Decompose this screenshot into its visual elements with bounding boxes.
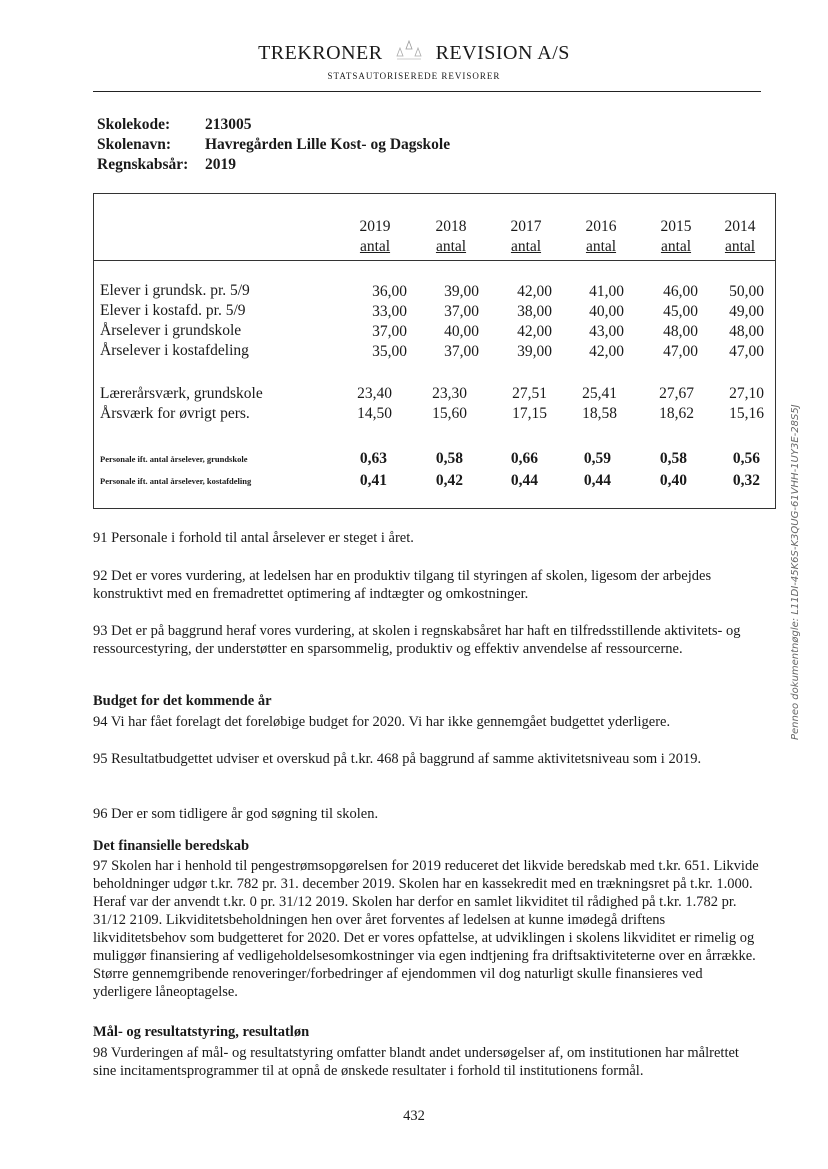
paragraph-91: 91 Personale i forhold til antal årselever er steget i året. (93, 530, 414, 546)
table-cell: 38,00 (517, 303, 552, 320)
table-cell: 0,42 (435, 472, 463, 489)
table-cell: 0,58 (659, 450, 687, 467)
table-cell: 35,00 (372, 343, 407, 360)
table-cell: 49,00 (729, 303, 764, 320)
table-cell: 40,00 (444, 323, 479, 340)
paragraph-92: 92 Det er vores vurdering, at ledelsen har en produktiv tilgang til styringen af skolen, ligesom der arbejdes konstruktivt med en fremadrettet optimering af indtægter og omkostninger. (93, 568, 712, 602)
row-label: Årselever i kostafdeling (100, 342, 249, 359)
year-header: 2019 antal (359, 218, 391, 255)
year-header: 2016 antal (585, 218, 617, 255)
table-cell: 37,00 (372, 323, 407, 340)
table-cell: 27,51 (512, 385, 547, 402)
year-header: 2015 antal (660, 218, 692, 255)
school-code-label: Skolekode: (97, 116, 171, 133)
table-cell: 0,44 (583, 472, 611, 489)
table-cell: 0,59 (583, 450, 611, 467)
table-cell: 50,00 (729, 283, 764, 300)
table-cell: 0,41 (359, 472, 387, 489)
letterhead-title (0, 40, 828, 65)
table-cell: 40,00 (589, 303, 624, 320)
table-header-divider (93, 260, 776, 261)
table-cell: 46,00 (663, 283, 698, 300)
table-cell: 0,40 (659, 472, 687, 489)
table-cell: 45,00 (663, 303, 698, 320)
table-cell: 27,10 (729, 385, 764, 402)
paragraph-98: 98 Vurderingen af mål- og resultatstyring omfatter blandt andet undersøgelser af, om institutionen har målrettet sine incitamentsprogrammer til at opnå de ønskede resultater i forhold til institutionens formål. (93, 1045, 739, 1079)
page-number: 432 (403, 1108, 425, 1124)
letterhead-subtitle: STATSAUTORISEREDE REVISORER (327, 71, 501, 81)
table-cell: 0,63 (359, 450, 387, 467)
table-cell: 0,66 (510, 450, 538, 467)
table-cell: 42,00 (517, 283, 552, 300)
school-code-value: 213005 (205, 116, 252, 133)
paragraph-93: 93 Det er på baggrund heraf vores vurdering, at skolen i regnskabsåret har haft en tilfredsstillende aktivitets- og ressourcestyring, der understøtter en sparsommelig, produktiv og effektiv anvendelse af ressourcerne. (93, 623, 741, 657)
row-label: Årsværk for øvrigt pers. (100, 405, 250, 422)
table-cell: 41,00 (589, 283, 624, 300)
table-cell: 36,00 (372, 283, 407, 300)
firm-name-left: TREKRONER (258, 42, 383, 64)
row-label: Personale ift. antal årselever, grundskole (100, 454, 248, 464)
firm-name-right: REVISION A/S (435, 42, 570, 64)
table-cell: 15,16 (729, 405, 764, 422)
table-cell: 48,00 (663, 323, 698, 340)
table-cell: 25,41 (582, 385, 617, 402)
table-cell: 37,00 (444, 343, 479, 360)
table-cell: 47,00 (663, 343, 698, 360)
row-label: Elever i kostafd. pr. 5/9 (100, 302, 246, 319)
paragraph-97: 97 Skolen har i henhold til pengestrømsopgørelsen for 2019 reduceret det likvide beredskab med t.kr. 651. Likvide beholdninger udgør t.kr. 782 pr. 31. december 2019. Skolen har en kassekredit med en trækningsret på t.kr. 1.000. Heraf var der anvendt t.kr. 0 pr. 31/12 2019. Skolen har derfor en samlet likviditet til rådighed på t.kr. 1.782 pr. 31/12 2109. Likviditetsbeholdningen hen over året forventes af ledelsen at kunne imødegå driftens likviditetsbehov som budgetteret for 2020. Det er vores opfattelse, at udviklingen i skolens likviditet er rimelig og muliggør finansiering af vedligeholdelsesomkostninger via egen indtjening fra driftsaktiviteterne over en årrække. Større gennemgribende renoveringer/forbedringer af ejendommen vil dog naturligt skulle finansieres ved yderligere låneoptagelse. (93, 858, 759, 1000)
year-header: 2018 antal (435, 218, 467, 255)
table-cell: 42,00 (517, 323, 552, 340)
table-cell: 18,58 (582, 405, 617, 422)
table-cell: 27,67 (659, 385, 694, 402)
table-cell: 23,40 (357, 385, 392, 402)
table-cell: 39,00 (444, 283, 479, 300)
row-label: Personale ift. antal årselever, kostafdeling (100, 476, 252, 486)
table-cell: 47,00 (729, 343, 764, 360)
year-header: 2014 antal (724, 218, 756, 255)
header-divider (93, 91, 761, 92)
signature-document-key: Penneo dokumentnøgle: L11DI-45K6S-K3QUG-61VHH-1UY3E-28S5J (790, 404, 801, 740)
table-cell: 43,00 (589, 323, 624, 340)
year-header: 2017 antal (510, 218, 542, 255)
section-heading-financial: Det finansielle beredskab (93, 838, 250, 854)
table-cell: 15,60 (432, 405, 467, 422)
school-name-label: Skolenavn: (97, 136, 172, 153)
paragraph-94: 94 Vi har fået forelagt det foreløbige budget for 2020. Vi har ikke gennemgået budgettet yderligere. (93, 714, 671, 730)
school-code-line (97, 116, 252, 134)
fiscal-year-value: 2019 (205, 156, 236, 173)
table-cell: 0,58 (435, 450, 463, 467)
paragraph-96: 96 Der er som tidligere år god søgning til skolen. (93, 806, 379, 822)
section-heading-budget: Budget for det kommende år (93, 693, 272, 709)
row-label: Lærerårsværk, grundskole (100, 385, 263, 402)
table-cell: 14,50 (357, 405, 392, 422)
table-cell: 48,00 (729, 323, 764, 340)
paragraph-95: 95 Resultatbudgettet udviser et overskud på t.kr. 468 på baggrund af samme aktivitetsniveau som i 2019. (93, 751, 702, 767)
school-name-value: Havregården Lille Kost- og Dagskole (205, 136, 451, 153)
table-cell: 0,32 (732, 472, 760, 489)
table-cell: 37,00 (444, 303, 479, 320)
fiscal-year-line (97, 156, 236, 174)
table-cell: 0,44 (510, 472, 538, 489)
table-cell: 17,15 (512, 405, 547, 422)
table-cell: 18,62 (659, 405, 694, 422)
fiscal-year-label: Regnskabsår: (97, 156, 189, 173)
school-name-line (97, 136, 450, 154)
crown-logo-icon (394, 40, 424, 62)
row-label: Årselever i grundskole (100, 322, 242, 339)
table-cell: 0,56 (732, 450, 760, 467)
table-cell: 39,00 (517, 343, 552, 360)
row-label: Elever i grundsk. pr. 5/9 (100, 282, 250, 299)
table-cell: 23,30 (432, 385, 467, 402)
section-heading-goals: Mål- og resultatstyring, resultatløn (93, 1024, 310, 1040)
table-cell: 42,00 (589, 343, 624, 360)
table-cell: 33,00 (372, 303, 407, 320)
